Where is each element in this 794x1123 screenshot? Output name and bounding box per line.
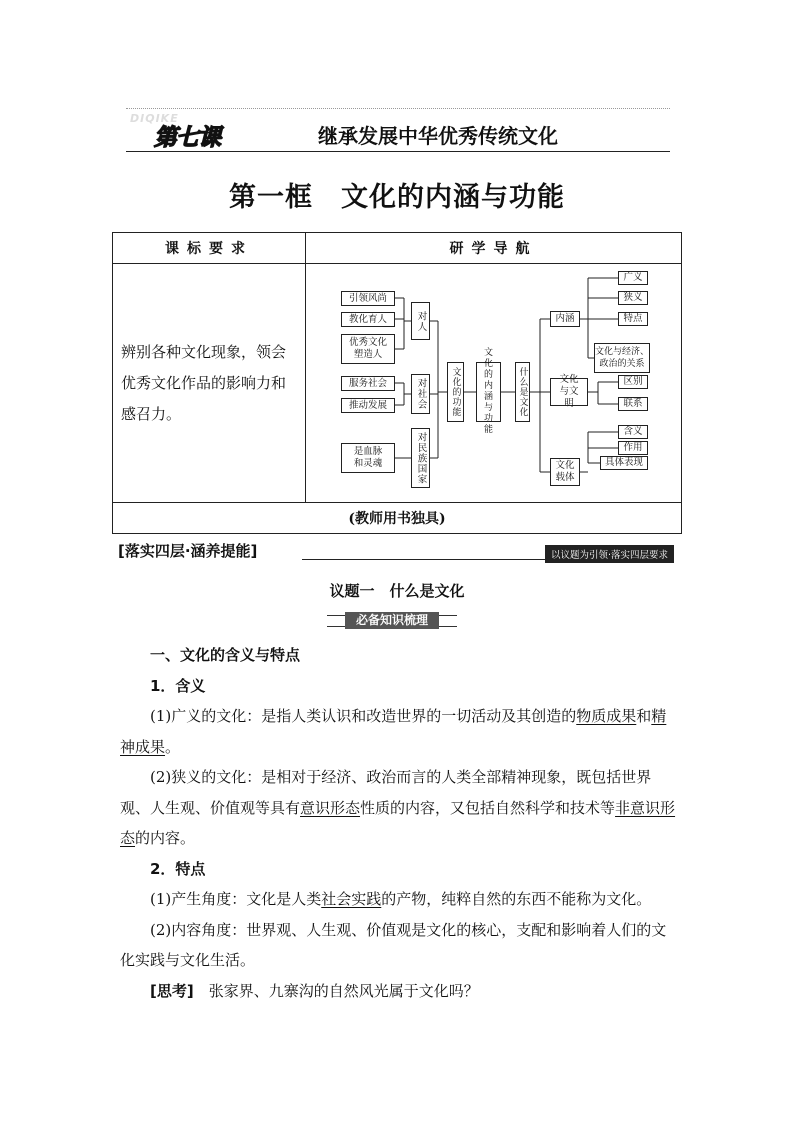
node-to-nation: 对民族国家 <box>411 428 430 488</box>
node-promote-development: 推动发展 <box>341 398 395 413</box>
lesson-logo-ghost: DIQIKE <box>130 112 179 125</box>
text-span: 。 <box>165 737 181 756</box>
node-culture-econ-politics: 文化与经济、政治的关系 <box>594 343 650 373</box>
section-bar-title: [落实四层·涵养提能] <box>118 542 258 560</box>
para-narrow-culture <box>120 762 676 854</box>
node-meaning: 含义 <box>618 425 648 439</box>
para-broad-culture <box>120 701 676 762</box>
para-origin <box>120 884 676 915</box>
col-header-navigation: 研学导航 <box>306 233 682 264</box>
lesson-title: 继承发展中华优秀传统文化 <box>318 124 558 148</box>
header-rule <box>126 151 670 152</box>
text-span: (2)狭义的文化：是相对于经济、政治而言的人类全部精神现象，既包括世界观、人生观、价值观等具有 <box>120 768 652 817</box>
concept-diagram-cell <box>306 264 682 503</box>
blank-ideology: 意识形态 <box>300 798 361 817</box>
think-label: [思考] <box>150 981 194 1000</box>
text-span: 性质的内容，又包括自然科学和技术等 <box>360 798 616 817</box>
section-bar-tagline: 以议题为引领·落实四层要求 <box>545 545 674 563</box>
node-bloodline-soul: 是血脉和灵魂 <box>341 443 395 473</box>
text-span: (1)产生角度：文化是人类 <box>150 890 322 908</box>
text-span: 的产物，纯粹自然的东西不能称为文化。 <box>381 890 652 908</box>
node-shape-people: 优秀文化塑造人 <box>341 334 395 364</box>
blank-social-practice: 社会实践 <box>321 890 382 908</box>
think-question <box>120 976 676 1007</box>
blank-spiritual-results: 精神成果 <box>120 707 667 756</box>
think-question-text: 张家界、九寨沟的自然风光属于文化吗？ <box>208 981 479 1000</box>
heading-meaning-features: 一、文化的含义与特点 <box>150 646 301 664</box>
heading-meaning: 1．含义 <box>150 676 206 695</box>
node-to-society: 对社会 <box>411 374 430 414</box>
lesson-logo <box>128 112 242 150</box>
topic-title: 议题一 什么是文化 <box>329 582 465 600</box>
badge-label: 必备知识梳理 <box>345 612 439 629</box>
node-center-topic: 文化的内涵与功能 <box>476 362 501 422</box>
heading-features: 2．特点 <box>150 859 206 878</box>
text-span: (1)广义的文化：是指人类认识和改造世界的一切活动及其创造的 <box>150 707 577 725</box>
text-span: 的内容。 <box>135 829 196 847</box>
text-span: 和 <box>636 707 652 725</box>
node-connotation: 内涵 <box>550 311 580 327</box>
node-role: 作用 <box>618 441 648 455</box>
node-features: 特点 <box>618 312 648 326</box>
col-header-standards: 课标要求 <box>113 233 306 264</box>
teacher-only-note: (教师用书独具) <box>113 503 682 534</box>
knowledge-badge <box>327 612 457 629</box>
requirement-text: 辨别各种文化现象，领会优秀文化作品的影响力和感召力。 <box>113 264 306 503</box>
node-serve-society: 服务社会 <box>341 376 395 391</box>
blank-non-ideology: 非意识形态 <box>120 798 676 847</box>
header-dotted-rule <box>126 108 670 109</box>
node-educate: 教化育人 <box>341 312 395 327</box>
node-to-people: 对人 <box>411 302 430 340</box>
lesson-logo-text: 第七课 <box>154 125 220 151</box>
content-body <box>120 640 676 1006</box>
node-culture-functions: 文化的功能 <box>447 362 464 422</box>
node-broad: 广义 <box>618 271 648 285</box>
node-connection: 联系 <box>618 397 648 411</box>
node-culture-carrier: 文化载体 <box>550 458 580 486</box>
node-culture-civilization: 文化与文明 <box>550 378 588 406</box>
node-lead-fashion: 引领风尚 <box>341 291 395 306</box>
frame-title: 第一框 文化的内涵与功能 <box>229 182 565 213</box>
para-content: (2)内容角度：世界观、人生观、价值观是文化的核心，支配和影响着人们的文化实践与文化生活。 <box>120 920 667 969</box>
standards-table <box>112 232 682 534</box>
node-narrow: 狭义 <box>618 291 648 305</box>
blank-material-results: 物质成果 <box>576 707 637 725</box>
node-difference: 区别 <box>618 375 648 389</box>
node-what-is-culture: 什么是文化 <box>515 362 530 422</box>
node-specific-forms: 具体表现 <box>600 456 648 470</box>
section-bar <box>118 540 674 564</box>
